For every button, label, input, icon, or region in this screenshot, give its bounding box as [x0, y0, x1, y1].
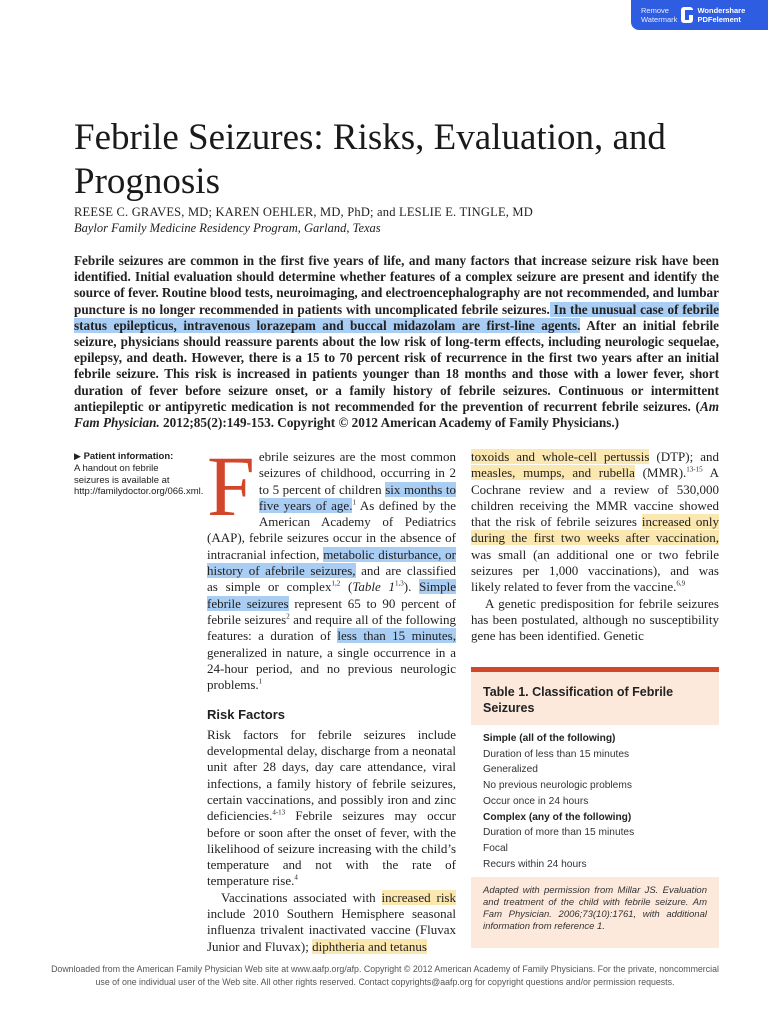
table-1-source-note: Adapted with permission from Millar JS. Evaluation and treatment of the child with febrile seizure. Am Fam Physician. 2006;73(10):1761, with additional information from reference 1. [483, 885, 707, 933]
abstract-text-2: After an initial febrile seizure, physicians should reassure parents about the low risk of long-term effects, including neurologic sequelae, epilepsy, and death. However, there is a 15 to 70 percent risk of recurrence in the first two years after an initial febrile seizure. This risk is increased in patients younger than 18 months and those with a lower fever, short duration of fever before seizure onset, or a family history of febrile seizures. Continuous or intermittent antiepileptic or antipyretic medication is not recommended for the prevention of recurrent febrile seizures. ( [74, 317, 719, 414]
simple-heading: Simple (all of the following) [483, 733, 616, 744]
risk-factors-heading: Risk Factors [207, 707, 286, 723]
complex-heading: Complex (any of the following) [483, 811, 632, 823]
text-run: generalized in nature, a single occurrence in a 24-hour period, and no previous neurologic problems. [207, 644, 456, 693]
pdfelement-brand: Wondershare PDFelement [697, 6, 746, 24]
table-row: Duration of more than 15 minutes [483, 827, 635, 839]
table-1-box [471, 667, 719, 948]
citation-sup: 4-13 [272, 808, 286, 817]
intro-paragraph [207, 438, 457, 693]
footer-line-1: Downloaded from the American Family Physician Web site at www.aafp.org/afp. Copyright © 2012 American Academy of Family Physicians. For the private, noncommercial [51, 964, 719, 974]
text-run: Risk factors for febrile seizures include developmental delay, discharge from a neonatal unit after 28 days, day care attendance, viral infections, a family history of febrile seizures, certain vaccinations, and possibly iron and zinc deficiencies. [207, 726, 456, 824]
citation-sup: 1,3 [395, 580, 404, 589]
highlight-run: metabolic disturbance, or history of afebrile seizures, [207, 546, 456, 579]
footer-line-2: use of one individual user of the Web site. All other rights reserved. Contact copyrights@aafp.org for copyright questions and/or permission requests. [95, 977, 675, 987]
citation-sup: 1 [352, 498, 356, 507]
abstract-text-1: Febrile seizures are common in the first five years of life, and many factors that increase seizure risk have been identified. Initial evaluation should determine whether features of a complex seizure are present and identify the source of fever. Routine blood tests, neuroimaging, and electroencephalography are not recommended, and lumbar puncture is no longer recommended in patients with uncomplicated febrile seizures. [74, 253, 719, 317]
abstract-text-3: 2012;85(2):149-153. Copyright © 2012 American Academy of Family Physicians.) [159, 415, 620, 431]
article-affiliation: Baylor Family Medicine Residency Program, Garland, Texas [74, 221, 381, 235]
drop-cap: F [207, 438, 255, 534]
citation-sup: 6,9 [676, 580, 686, 589]
remove-watermark-label[interactable]: Remove Watermark [641, 6, 678, 24]
text-run: include 2010 Southern Hemisphere seasonal influenza trivalent inactivated vaccine (Fluvax Junior and Fluvax); [207, 906, 456, 954]
table-1-title: Table 1. Classification of Febrile Seizures [483, 685, 674, 715]
text-run: Vaccinations associated with [221, 889, 382, 905]
table-row: Recurs within 24 hours [483, 858, 587, 870]
text-run: (MMR). [634, 465, 687, 481]
highlight-run: increased risk [381, 889, 456, 905]
patient-information-note [74, 451, 204, 498]
table-row: No previous neurologic problems [483, 780, 632, 792]
highlight-run: measles, mumps, and rubella [471, 465, 635, 481]
text-run: Febrile seizures may occur before or soon after the onset of fever, with the likelihood of seizure increasing with the child’s temperature and not with the rate of temperature rise. [207, 808, 456, 889]
text-run: ( [340, 579, 353, 595]
remove-watermark-banner[interactable] [631, 0, 768, 30]
table-reference: Table 1 [352, 579, 396, 595]
article-title: Febrile Seizures: Risks, Evaluation, and Prognosis [74, 117, 666, 202]
risk-factors-paragraph [207, 727, 456, 890]
pdfelement-logo-icon [681, 7, 693, 23]
highlight-run: Simple febrile seizures [207, 579, 456, 611]
highlight-run: six months to five years of age. [258, 481, 456, 513]
text-run: ). [403, 579, 420, 595]
table-1-body [471, 725, 719, 877]
text-run: represent 65 to 90 percent of febrile seizures [207, 595, 456, 627]
highlight-run: increased only during the first two weeks after vaccination, [471, 514, 719, 546]
vaccinations-continued-paragraph [471, 449, 719, 596]
highlight-run: toxoids and whole-cell pertussis [471, 449, 650, 464]
text-run: and are classified as simple or complex [207, 563, 456, 595]
table-row: Occur once in 24 hours [483, 795, 589, 807]
abstract-citation: Am Fam Physician. [74, 398, 719, 431]
triangle-right-icon: ▶ [74, 451, 81, 461]
citation-sup: 1,2 [331, 580, 341, 589]
citation-sup: 4 [294, 874, 298, 883]
patient-information-heading: Patient information: [83, 451, 174, 462]
table-row: Focal [483, 842, 508, 854]
article-authors: REESE C. GRAVES, MD; KAREN OEHLER, MD, PhD; and LESLIE E. TINGLE, MD [74, 205, 533, 219]
body-column-2 [471, 449, 719, 645]
text-run: ebrile seizures are the most common seizures of childhood, occurring in 2 to 5 percent of children [258, 449, 456, 497]
patient-information-text[interactable]: A handout on febrile seizures is available at http://familydoctor.org/066.xml. [74, 462, 204, 498]
text-run: As defined by the American Academy of Pediatrics (AAP), febrile seizures occur in the absence of intracranial infection, [207, 497, 457, 562]
vaccinations-paragraph [207, 890, 456, 955]
citation-sup: 13-15 [686, 465, 703, 474]
highlight-run: less than 15 minutes, [337, 628, 456, 644]
text-run: A Cochrane review and a review of 530,000 children receiving the MMR vaccine showed that the risk of febrile seizures [471, 465, 720, 530]
body-column-1 [207, 438, 457, 955]
citation-sup: 1 [258, 677, 263, 686]
highlight-run: diphtheria and tetanus [312, 938, 427, 954]
citation-sup: 2 [286, 612, 290, 621]
text-run: (DTP); and [649, 449, 719, 464]
abstract [74, 253, 719, 431]
table-row: Generalized [483, 764, 538, 776]
table-row: Duration of less than 15 minutes [483, 748, 630, 760]
genetics-paragraph: A genetic predisposition for febrile seizures has been postulated, although no susceptibility gene has been identified. Genetic [471, 595, 719, 644]
text-run: and require all of the following features: a duration of [207, 611, 456, 644]
abstract-highlight: In the unusual case of febrile status epilepticus, intravenous lorazepam and buccal midazolam are first-line agents. [74, 301, 719, 333]
page-footer [40, 963, 730, 989]
text-run: was small (an additional one or two febrile seizures per 1,000 vaccinations), and was likely related to fever from the vaccine. [471, 546, 719, 595]
